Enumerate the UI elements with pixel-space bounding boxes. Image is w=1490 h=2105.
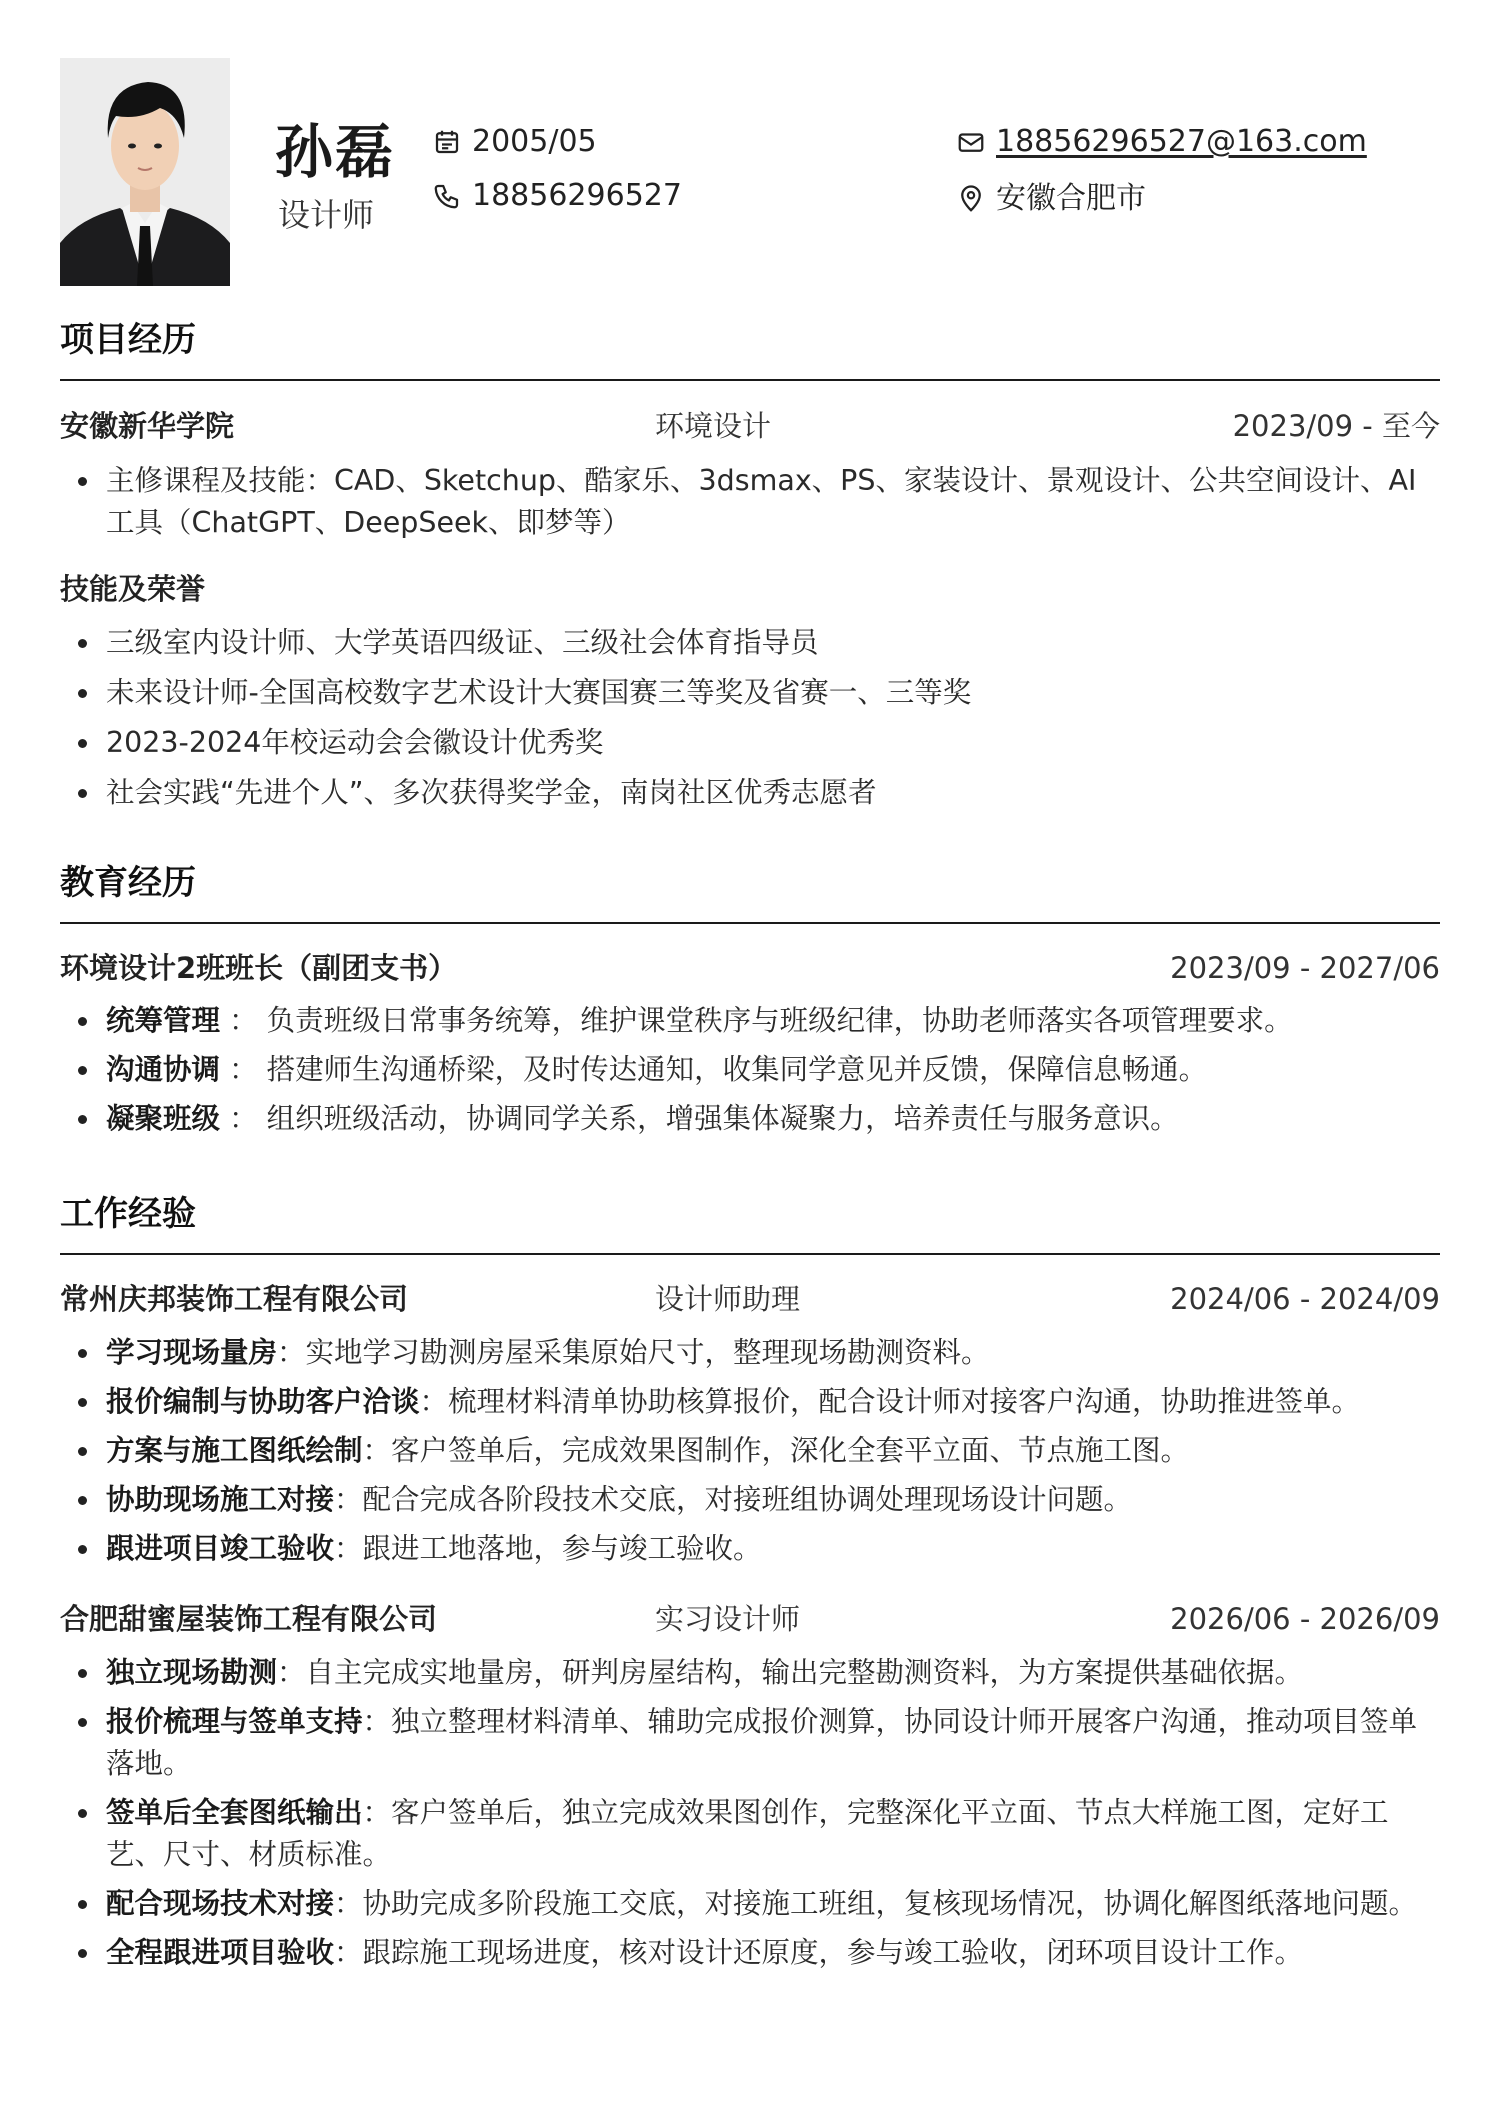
- education-header-row: [60, 946, 1440, 990]
- job-period: 2024/06 - 2024/09: [1170, 1282, 1440, 1316]
- section-divider: [60, 922, 1440, 924]
- duty-text: ：自主完成实地量房，研判房屋结构，输出完整勘测资料，为方案提供基础依据。: [277, 1656, 1304, 1689]
- section-title-project: 项目经历: [60, 320, 196, 360]
- job-duties: [60, 1652, 1440, 1974]
- list-item: [60, 1701, 1440, 1785]
- education-duties: [60, 1000, 1440, 1140]
- duty-text: ：客户签单后，独立完成效果图创作，完整深化平立面、节点大样施工图，定好工艺、尺寸、材质标准。: [106, 1796, 1389, 1871]
- duty-label: 报价编制与协助客户洽谈: [106, 1385, 420, 1418]
- list-item: [60, 1098, 1440, 1140]
- job-header-row: [60, 1597, 1440, 1641]
- duty-label: 签单后全套图纸输出: [106, 1796, 363, 1829]
- calendar-icon: [432, 127, 462, 157]
- duty-text: ：配合完成各阶段技术交底，对接班组协调处理现场设计问题。: [334, 1483, 1133, 1516]
- duty-label: 凝聚班级: [106, 1102, 221, 1135]
- duty-label: 沟通协调: [106, 1053, 221, 1086]
- list-item: [60, 1528, 1440, 1570]
- duty-text: ：跟踪施工现场进度，核对设计还原度，参与竣工验收，闭环项目设计工作。: [334, 1936, 1304, 1969]
- phone-number: 18856296527: [472, 178, 682, 213]
- job-header-row: [60, 1277, 1440, 1321]
- project-header-row: [60, 404, 1440, 448]
- duty-separator: ：: [229, 1102, 258, 1135]
- location: 安徽合肥市: [996, 181, 1146, 216]
- list-item: 社会实践“先进个人”、多次获得奖学金，南岗社区优秀志愿者: [60, 772, 1440, 814]
- phone-info: [432, 176, 682, 216]
- list-item: 2023-2024年校运动会会徽设计优秀奖: [60, 722, 1440, 764]
- duty-text: ：协助完成多阶段施工交底，对接施工班组，复核现场情况，协调化解图纸落地问题。: [334, 1887, 1418, 1920]
- major: 环境设计: [655, 409, 772, 443]
- duty-label: 方案与施工图纸绘制: [106, 1434, 363, 1467]
- duty-text: ：跟进工地落地，参与竣工验收。: [334, 1532, 762, 1565]
- skills-heading: 技能及荣誉: [60, 572, 206, 606]
- mail-icon: [956, 127, 986, 157]
- applicant-name: 孙磊: [275, 118, 396, 186]
- project-bullets: [60, 460, 1440, 544]
- duty-label: 学习现场量房: [106, 1336, 278, 1369]
- skills-list: [60, 622, 1440, 814]
- school-name: 安徽新华学院: [60, 409, 235, 443]
- list-item: [60, 1381, 1440, 1423]
- duty-separator: ：: [229, 1004, 258, 1037]
- duty-label: 协助现场施工对接: [106, 1483, 335, 1516]
- list-item: 未来设计师-全国高校数字艺术设计大赛国赛三等奖及省赛一、三等奖: [60, 672, 1440, 714]
- list-item: [60, 1883, 1440, 1925]
- duty-separator: ：: [229, 1053, 258, 1086]
- list-item: 主修课程及技能：CAD、Sketchup、酷家乐、3dsmax、PS、家装设计、景观设计、公共空间设计、AI工具（ChatGPT、DeepSeek、即梦等）: [60, 460, 1440, 544]
- job-period: 2026/06 - 2026/09: [1170, 1602, 1440, 1636]
- education-period: 2023/09 - 2027/06: [1170, 951, 1440, 985]
- list-item: [60, 1652, 1440, 1694]
- duty-label: 全程跟进项目验收: [106, 1936, 335, 1969]
- job-duties: [60, 1332, 1440, 1570]
- position-title: 环境设计2班班长（副团支书）: [60, 951, 458, 985]
- profile-photo: [60, 58, 230, 286]
- duty-text: ：独立整理材料清单、辅助完成报价测算，协同设计师开展客户沟通，推动项目签单落地。: [106, 1705, 1418, 1780]
- job-role: 设计师助理: [655, 1282, 801, 1316]
- duty-label: 统筹管理: [106, 1004, 221, 1037]
- section-divider: [60, 1253, 1440, 1255]
- section-title-education: 教育经历: [60, 863, 196, 903]
- duty-label: 独立现场勘测: [106, 1656, 278, 1689]
- duty-text: ：梳理材料清单协助核算报价，配合设计师对接客户沟通，协助推进签单。: [419, 1385, 1361, 1418]
- project-period: 2023/09 - 至今: [1232, 409, 1440, 443]
- list-item: [60, 1430, 1440, 1472]
- phone-icon: [432, 181, 462, 211]
- list-item: [60, 1792, 1440, 1876]
- duty-label: 配合现场技术对接: [106, 1887, 335, 1920]
- company-name: 常州庆邦装饰工程有限公司: [60, 1282, 409, 1316]
- email-link[interactable]: 18856296527@163.com: [996, 124, 1367, 159]
- duty-text: 搭建师生沟通桥梁，及时传达通知，收集同学意见并反馈，保障信息畅通。: [266, 1053, 1208, 1086]
- duty-label: 报价梳理与签单支持: [106, 1705, 363, 1738]
- duty-text: 负责班级日常事务统筹，维护课堂秩序与班级纪律，协助老师落实各项管理要求。: [266, 1004, 1293, 1037]
- list-item: [60, 1000, 1440, 1042]
- company-name: 合肥甜蜜屋装饰工程有限公司: [60, 1602, 438, 1636]
- section-title-work: 工作经验: [60, 1194, 196, 1234]
- birth-date: 2005/05: [472, 124, 597, 159]
- list-item: [60, 1932, 1440, 1974]
- location-info: [956, 179, 1146, 219]
- email-info: [956, 122, 1367, 162]
- applicant-role: 设计师: [278, 196, 375, 234]
- duty-text: 组织班级活动，协调同学关系，增强集体凝聚力，培养责任与服务意识。: [266, 1102, 1179, 1135]
- duty-text: ：实地学习勘测房屋采集原始尺寸，整理现场勘测资料。: [277, 1336, 990, 1369]
- list-item: [60, 1332, 1440, 1374]
- duty-label: 跟进项目竣工验收: [106, 1532, 335, 1565]
- location-pin-icon: [956, 184, 986, 214]
- section-divider: [60, 379, 1440, 381]
- job-role: 实习设计师: [655, 1602, 801, 1636]
- list-item: [60, 1479, 1440, 1521]
- list-item: [60, 1049, 1440, 1091]
- list-item: 三级室内设计师、大学英语四级证、三级社会体育指导员: [60, 622, 1440, 664]
- duty-text: ：客户签单后，完成效果图制作，深化全套平立面、节点施工图。: [362, 1434, 1190, 1467]
- birth-info: [432, 122, 597, 162]
